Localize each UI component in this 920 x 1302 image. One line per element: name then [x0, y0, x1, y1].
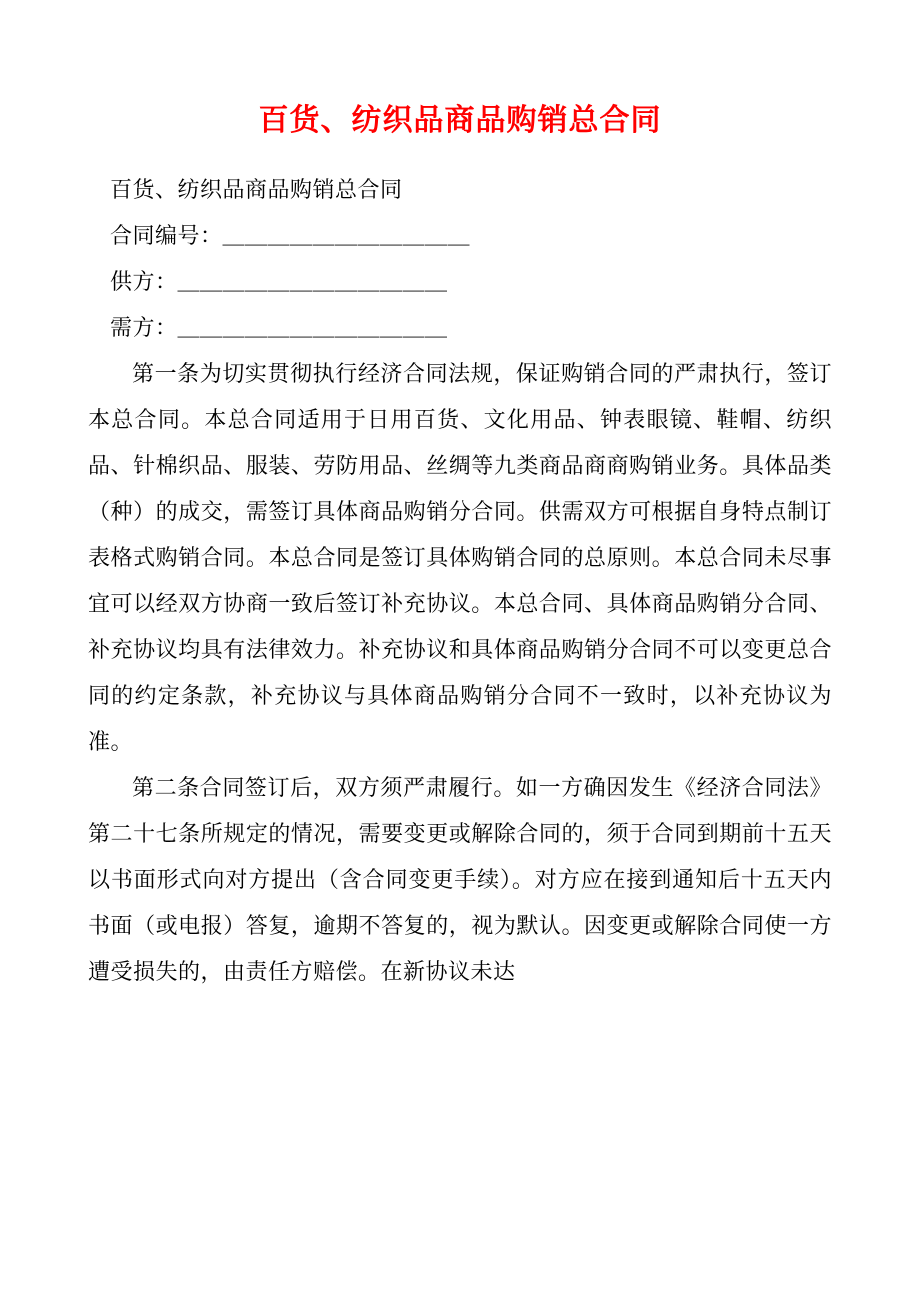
- clause-two-paragraph: 第二条合同签订后，双方须严肃履行。如一方确因发生《经济合同法》第二十七条所规定的情况，需要变更或解除合同的，须于合同到期前十五天以书面形式向对方提出（含合同变更手续）。对方应在接到通知后十五天内书面（或电报）答复，逾期不答复的，视为默认。因变更或解除合同使一方遭受损失的，由责任方赔偿。在新协议未达: [88, 776, 832, 985]
- document-body: [88, 168, 832, 996]
- page-title: 百货、纺织品商品购销总合同: [258, 103, 662, 138]
- clause-one-paragraph: 第一条为切实贯彻执行经济合同法规，保证购销合同的严肃执行，签订本总合同。本总合同适用于日用百货、文化用品、钟表眼镜、鞋帽、纺织品、针棉织品、服装、劳防用品、丝绸等九类商品商商购销业务。具体品类（种）的成交，需签订具体商品购销分合同。供需双方可根据自身特点制订表格式购销合同。本总合同是签订具体购销合同的总原则。本总合同未尽事宜可以经双方协商一致后签订补充协议。本总合同、具体商品购销分合同、补充协议均具有法律效力。补充协议和具体商品购销分合同不可以变更总合同的约定条款，补充协议与具体商品购销分合同不一致时，以补充协议为准。: [88, 362, 832, 755]
- buyer-field: 需方：＿＿＿＿＿＿＿＿＿＿＿＿: [110, 316, 448, 341]
- supplier-field: 供方：＿＿＿＿＿＿＿＿＿＿＿＿: [110, 270, 448, 295]
- document-heading-line: 百货、纺织品商品购销总合同: [110, 178, 403, 203]
- contract-number-field: 合同编号：＿＿＿＿＿＿＿＿＿＿＿: [110, 224, 471, 249]
